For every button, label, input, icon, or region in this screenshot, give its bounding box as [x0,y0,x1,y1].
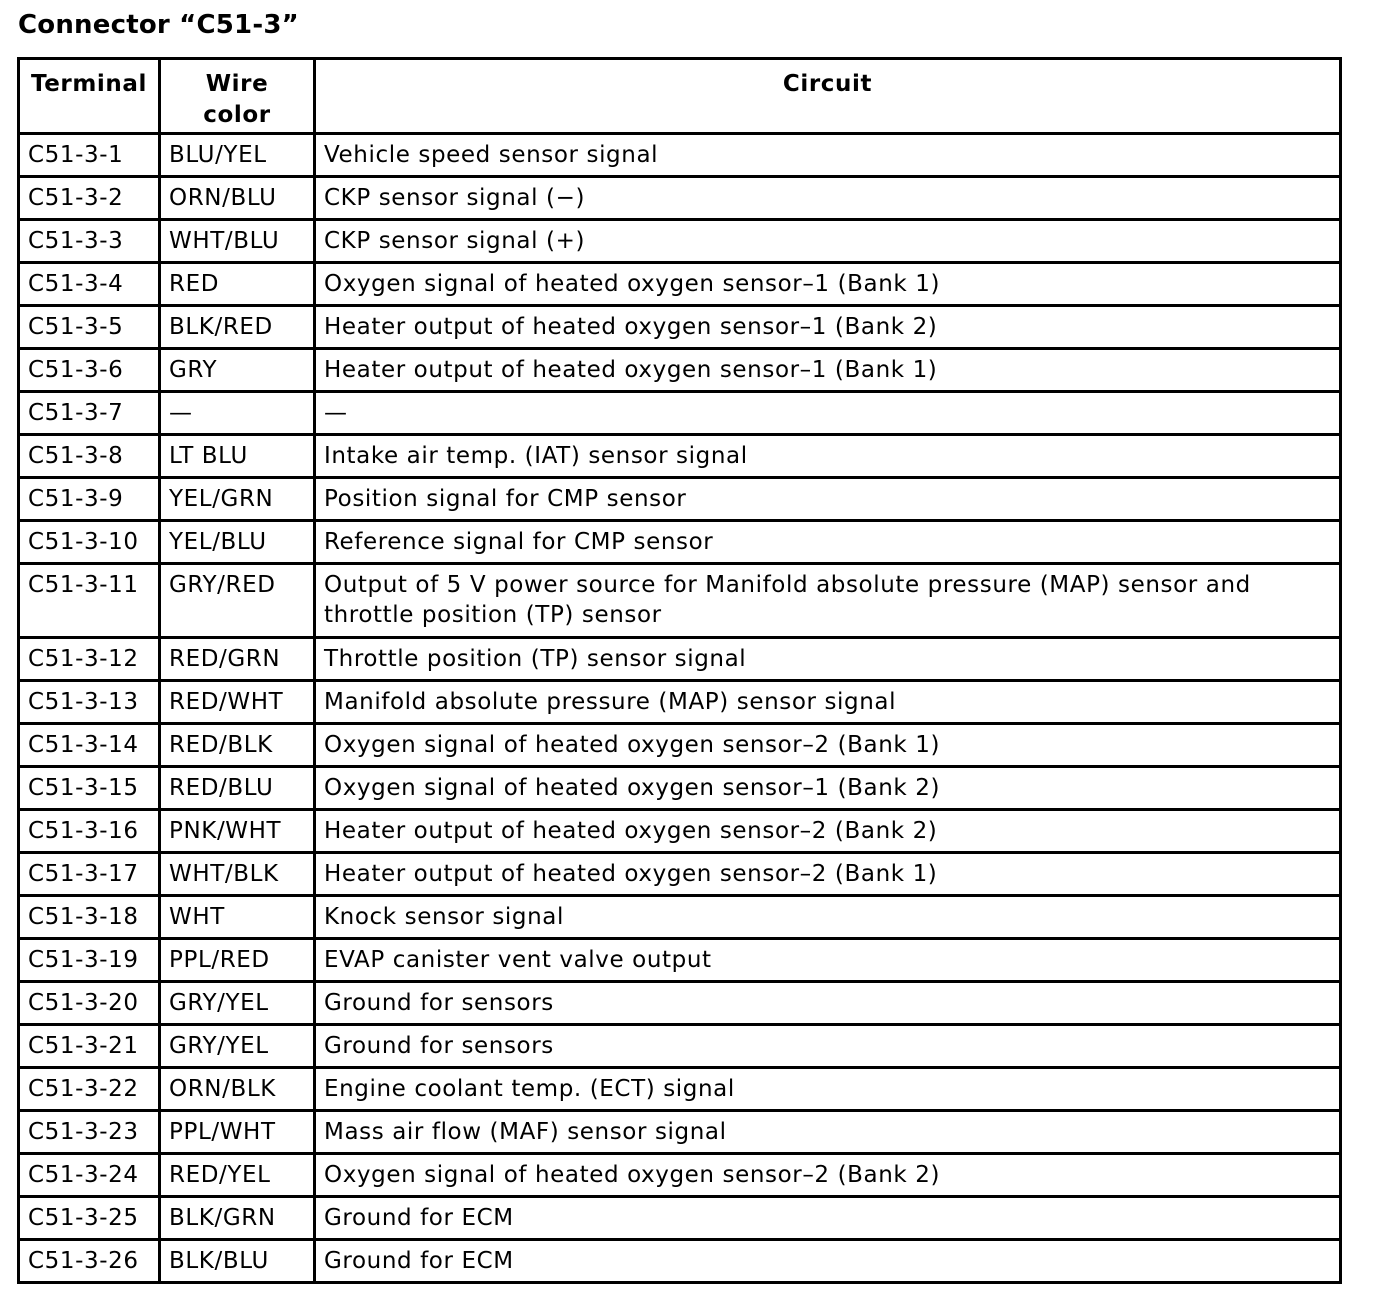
cell-wire-color: PPL/RED [160,939,315,982]
cell-circuit: CKP sensor signal (+) [315,220,1341,263]
cell-terminal: C51-3-25 [19,1197,160,1240]
table-header-row [19,59,1341,134]
cell-terminal: C51-3-13 [19,681,160,724]
cell-wire-color: GRY [160,349,315,392]
cell-circuit: Vehicle speed sensor signal [315,134,1341,177]
table-row [19,982,1341,1025]
cell-wire-color: GRY/YEL [160,1025,315,1068]
cell-wire-color: BLK/GRN [160,1197,315,1240]
table-row [19,1154,1341,1197]
cell-circuit: Position signal for CMP sensor [315,478,1341,521]
cell-wire-color: RED/BLK [160,724,315,767]
cell-circuit: Manifold absolute pressure (MAP) sensor signal [315,681,1341,724]
cell-terminal: C51-3-22 [19,1068,160,1111]
table-row [19,435,1341,478]
table-row [19,767,1341,810]
cell-wire-color: RED/GRN [160,638,315,681]
cell-circuit: Heater output of heated oxygen sensor–2 (Bank 2) [315,810,1341,853]
cell-wire-color: GRY/YEL [160,982,315,1025]
cell-circuit: Engine coolant temp. (ECT) signal [315,1068,1341,1111]
cell-circuit: Oxygen signal of heated oxygen sensor–2 (Bank 1) [315,724,1341,767]
cell-circuit: Throttle position (TP) sensor signal [315,638,1341,681]
table-row [19,1068,1341,1111]
cell-wire-color: YEL/BLU [160,521,315,564]
cell-wire-color: BLK/RED [160,306,315,349]
cell-terminal: C51-3-14 [19,724,160,767]
cell-circuit: Heater output of heated oxygen sensor–1 (Bank 2) [315,306,1341,349]
cell-circuit: Ground for sensors [315,1025,1341,1068]
page-title: Connector “C51-3” [18,10,299,40]
cell-wire-color: YEL/GRN [160,478,315,521]
table-row [19,1111,1341,1154]
header-circuit: Circuit [315,59,1341,134]
cell-wire-color: BLU/YEL [160,134,315,177]
header-terminal: Terminal [19,59,160,134]
cell-circuit: EVAP canister vent valve output [315,939,1341,982]
cell-terminal: C51-3-5 [19,306,160,349]
cell-terminal: C51-3-20 [19,982,160,1025]
cell-circuit: CKP sensor signal (−) [315,177,1341,220]
cell-circuit: Mass air flow (MAF) sensor signal [315,1111,1341,1154]
cell-terminal: C51-3-23 [19,1111,160,1154]
cell-wire-color: ORN/BLU [160,177,315,220]
cell-wire-color: RED [160,263,315,306]
connector-table [17,57,1342,1284]
cell-circuit: Ground for ECM [315,1240,1341,1283]
cell-wire-color: WHT [160,896,315,939]
cell-terminal: C51-3-11 [19,564,160,638]
cell-terminal: C51-3-4 [19,263,160,306]
cell-circuit: Ground for ECM [315,1197,1341,1240]
cell-circuit: Oxygen signal of heated oxygen sensor–1 (Bank 2) [315,767,1341,810]
cell-terminal: C51-3-2 [19,177,160,220]
cell-terminal: C51-3-26 [19,1240,160,1283]
cell-wire-color: WHT/BLU [160,220,315,263]
table-row [19,134,1341,177]
cell-terminal: C51-3-9 [19,478,160,521]
cell-terminal: C51-3-15 [19,767,160,810]
cell-wire-color: RED/BLU [160,767,315,810]
table-row [19,177,1341,220]
header-wire-color: Wire color [160,59,315,134]
cell-wire-color: RED/YEL [160,1154,315,1197]
table-row [19,939,1341,982]
table-row [19,306,1341,349]
cell-terminal: C51-3-6 [19,349,160,392]
table-body [19,134,1341,1283]
table-row [19,724,1341,767]
cell-circuit: Intake air temp. (IAT) sensor signal [315,435,1341,478]
cell-wire-color: BLK/BLU [160,1240,315,1283]
cell-terminal: C51-3-3 [19,220,160,263]
cell-wire-color: LT BLU [160,435,315,478]
cell-wire-color: ORN/BLK [160,1068,315,1111]
table-row [19,392,1341,435]
table-row [19,521,1341,564]
cell-wire-color: WHT/BLK [160,853,315,896]
table-row [19,564,1341,638]
cell-circuit: Heater output of heated oxygen sensor–1 (Bank 1) [315,349,1341,392]
cell-terminal: C51-3-8 [19,435,160,478]
table-row [19,263,1341,306]
cell-terminal: C51-3-19 [19,939,160,982]
table-row [19,810,1341,853]
table-row [19,853,1341,896]
cell-circuit: Heater output of heated oxygen sensor–2 (Bank 1) [315,853,1341,896]
cell-circuit: Output of 5 V power source for Manifold absolute pressure (MAP) sensor and throttle position (TP) sensor [315,564,1341,638]
cell-terminal: C51-3-12 [19,638,160,681]
cell-circuit: Oxygen signal of heated oxygen sensor–1 (Bank 1) [315,263,1341,306]
table-row [19,1025,1341,1068]
cell-terminal: C51-3-10 [19,521,160,564]
table-row [19,896,1341,939]
cell-circuit: Reference signal for CMP sensor [315,521,1341,564]
cell-terminal: C51-3-16 [19,810,160,853]
cell-circuit: Oxygen signal of heated oxygen sensor–2 (Bank 2) [315,1154,1341,1197]
cell-wire-color: — [160,392,315,435]
cell-circuit: Ground for sensors [315,982,1341,1025]
cell-circuit: Knock sensor signal [315,896,1341,939]
table-row [19,349,1341,392]
cell-wire-color: RED/WHT [160,681,315,724]
cell-terminal: C51-3-17 [19,853,160,896]
table-row [19,638,1341,681]
cell-wire-color: GRY/RED [160,564,315,638]
table-row [19,220,1341,263]
cell-terminal: C51-3-7 [19,392,160,435]
cell-wire-color: PPL/WHT [160,1111,315,1154]
cell-terminal: C51-3-18 [19,896,160,939]
table-row [19,681,1341,724]
cell-terminal: C51-3-1 [19,134,160,177]
table-row [19,1240,1341,1283]
cell-terminal: C51-3-24 [19,1154,160,1197]
cell-terminal: C51-3-21 [19,1025,160,1068]
table-row [19,478,1341,521]
cell-wire-color: PNK/WHT [160,810,315,853]
table-row [19,1197,1341,1240]
cell-circuit: — [315,392,1341,435]
